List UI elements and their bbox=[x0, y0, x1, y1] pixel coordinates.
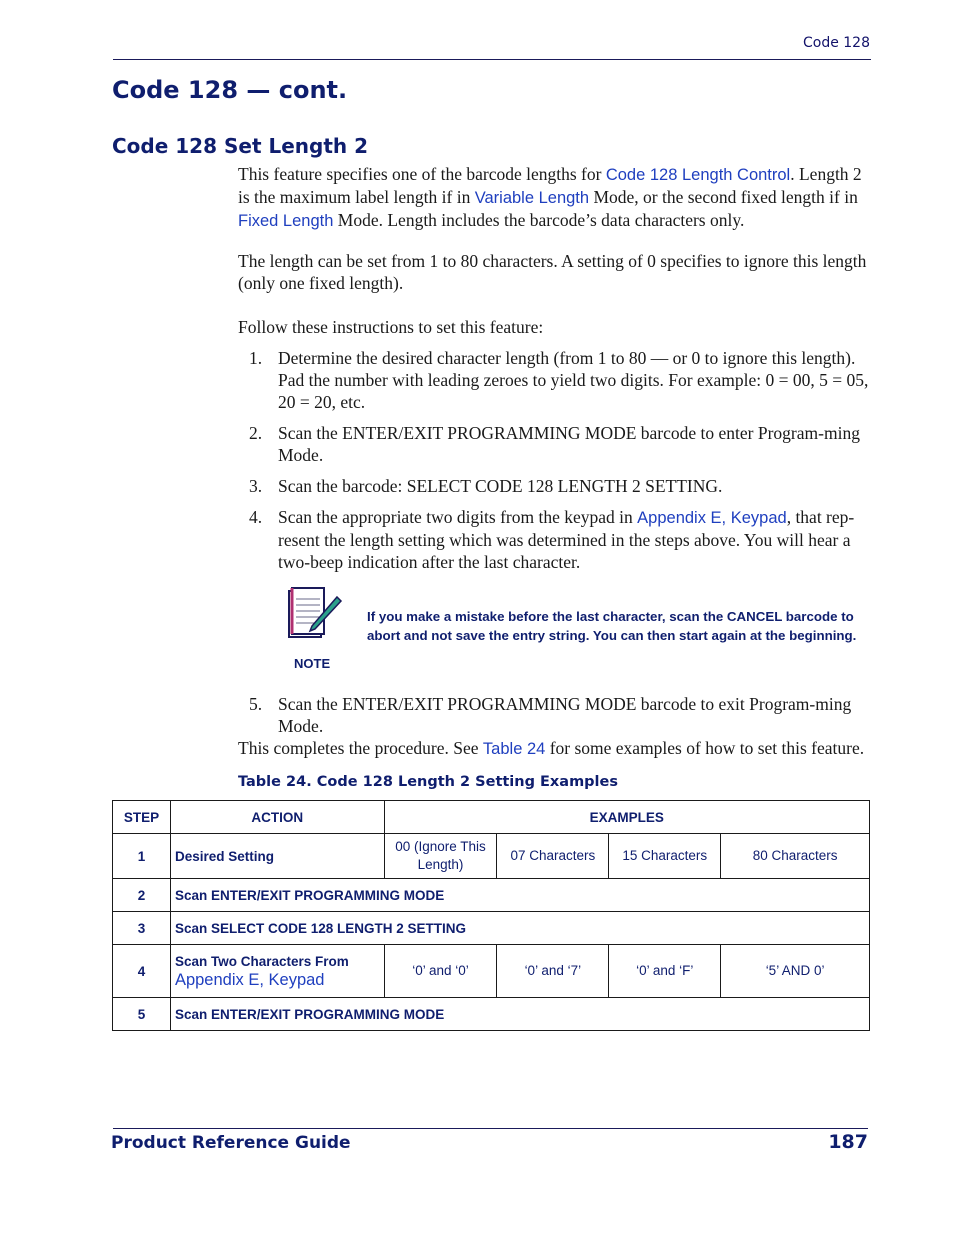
table-row bbox=[113, 834, 870, 879]
length-paragraph bbox=[238, 250, 872, 294]
cell-example: ‘5’ AND 0’ bbox=[721, 945, 870, 998]
step-text: Determine the desired character length (from 1 to 80 — or 0 to ignore this length). Pad the number with leading zeroes to yield two digits. For example: 0 = 00, 5 = 05, 20 = 20, etc. bbox=[278, 348, 869, 412]
cell-example: ‘0’ and ‘7’ bbox=[497, 945, 609, 998]
cell-action: Scan ENTER/EXIT PROGRAMMING MODE bbox=[170, 998, 869, 1031]
step-text: Scan the ENTER/EXIT PROGRAMMING MODE barcode to enter Program-ming Mode. bbox=[278, 423, 860, 465]
step-number: 1. bbox=[249, 348, 263, 368]
cell-example: 15 Characters bbox=[609, 834, 721, 879]
link-code128-length-control[interactable]: Code 128 Length Control bbox=[605, 166, 791, 184]
cell-step: 1 bbox=[113, 834, 171, 879]
note-text: If you make a mistake before the last character, scan the CANCEL barcode to abort and not save the entry string. You can then start again at the beginning. bbox=[367, 609, 857, 643]
page-title: Code 128 — cont. bbox=[112, 76, 348, 104]
instructions-intro bbox=[238, 316, 872, 338]
header-examples: EXAMPLES bbox=[384, 801, 869, 834]
cell-step: 5 bbox=[113, 998, 171, 1031]
cell-action-text: Scan Two Characters From bbox=[174, 954, 349, 969]
closing-paragraph bbox=[238, 737, 872, 760]
step-5 bbox=[249, 693, 873, 737]
step-number: 2. bbox=[249, 423, 263, 443]
footer-rule bbox=[113, 1128, 868, 1129]
note-pad-icon bbox=[285, 585, 343, 643]
intro-paragraph bbox=[238, 163, 872, 232]
step-number: 4. bbox=[249, 507, 263, 527]
intro-text-1: This feature specifies one of the barcode lengths for bbox=[238, 164, 606, 184]
link-appendix-e-keypad[interactable]: Appendix E, Keypad bbox=[637, 509, 787, 527]
footer-guide-title: Product Reference Guide bbox=[111, 1133, 351, 1153]
intro-text-2: . Length 2 is the maximum label length if in bbox=[238, 164, 862, 207]
step-number: 5. bbox=[249, 694, 263, 714]
table-row bbox=[113, 879, 870, 912]
step-4 bbox=[249, 506, 873, 573]
table-row bbox=[113, 998, 870, 1031]
header-step: STEP bbox=[113, 801, 171, 834]
intro-text-3: Mode, or the second fixed length if in bbox=[589, 187, 858, 207]
table-header-row bbox=[113, 801, 870, 834]
cell-example: 80 Characters bbox=[721, 834, 870, 879]
cell-example: ‘0’ and ‘F’ bbox=[609, 945, 721, 998]
cell-action: Scan SELECT CODE 128 LENGTH 2 SETTING bbox=[170, 912, 869, 945]
table-row bbox=[113, 912, 870, 945]
header-rule bbox=[113, 59, 871, 60]
cell-action bbox=[170, 945, 384, 998]
link-variable-length[interactable]: Variable Length bbox=[474, 189, 590, 207]
step-text: Scan the barcode: SELECT CODE 128 LENGTH 2 SETTING. bbox=[278, 476, 723, 496]
link-fixed-length[interactable]: Fixed Length bbox=[238, 212, 334, 230]
section-title: Code 128 Set Length 2 bbox=[112, 134, 369, 158]
examples-table bbox=[112, 800, 870, 1031]
step-text: , that rep-resent the length setting which was determined in the steps above. You will hear a two-beep indication after the last character. bbox=[278, 507, 855, 572]
note-label: NOTE bbox=[294, 656, 331, 671]
cell-action: Desired Setting bbox=[170, 834, 384, 879]
step-1 bbox=[249, 347, 873, 413]
running-header: Code 128 bbox=[802, 35, 870, 51]
page-number: 187 bbox=[828, 1131, 868, 1153]
cell-action: Scan ENTER/EXIT PROGRAMMING MODE bbox=[170, 879, 869, 912]
link-table-24[interactable]: Table 24 bbox=[482, 740, 546, 758]
cell-example: 07 Characters bbox=[497, 834, 609, 879]
step-number: 3. bbox=[249, 476, 263, 496]
step-text: Scan the ENTER/EXIT PROGRAMMING MODE barcode to exit Program-ming Mode. bbox=[278, 694, 852, 736]
step-text: Scan the appropriate two digits from the keypad in bbox=[278, 507, 638, 527]
cell-step: 4 bbox=[113, 945, 171, 998]
steps-list-b bbox=[249, 693, 873, 737]
cell-example: 00 (Ignore This Length) bbox=[384, 834, 497, 879]
step-3 bbox=[249, 475, 873, 497]
table-row bbox=[113, 945, 870, 998]
table-caption: Table 24. Code 128 Length 2 Setting Examples bbox=[238, 774, 618, 790]
closing-text-2: for some examples of how to set this feature. bbox=[545, 738, 865, 758]
intro-text-4: Mode. Length includes the barcode’s data characters only. bbox=[333, 210, 745, 230]
steps-list-a bbox=[249, 347, 873, 573]
length-text: The length can be set from 1 to 80 characters. A setting of 0 specifies to ignore this length (only one fixed length). bbox=[238, 251, 867, 293]
cell-example: ‘0’ and ‘0’ bbox=[384, 945, 497, 998]
cell-step: 2 bbox=[113, 879, 171, 912]
header-action: ACTION bbox=[170, 801, 384, 834]
cell-step: 3 bbox=[113, 912, 171, 945]
closing-text-1: This completes the procedure. See bbox=[238, 738, 483, 758]
step-2 bbox=[249, 422, 873, 466]
link-appendix-e-keypad-table[interactable]: Appendix E, Keypad bbox=[174, 971, 325, 989]
instructions-text: Follow these instructions to set this feature: bbox=[238, 317, 544, 337]
